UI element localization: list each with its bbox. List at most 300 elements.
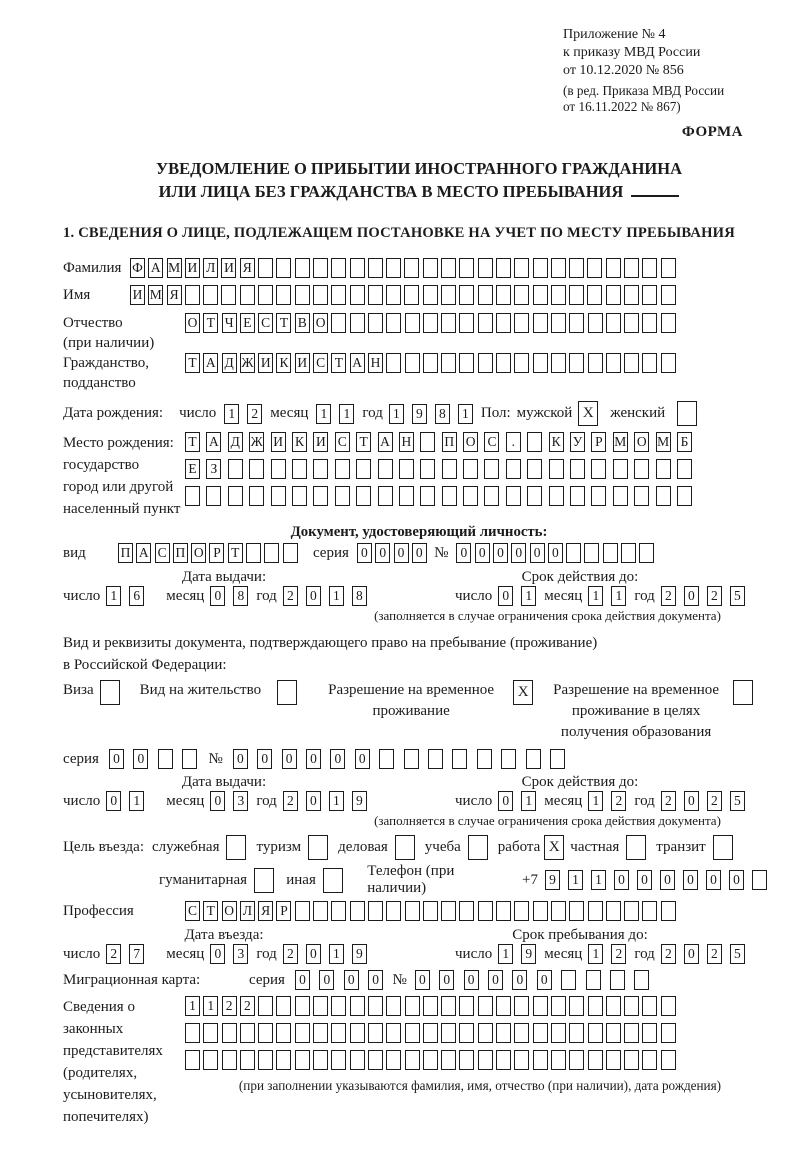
- purpose-work-checkbox[interactable]: X: [544, 835, 564, 860]
- char-cell[interactable]: [588, 1023, 603, 1043]
- char-cell[interactable]: [624, 353, 639, 373]
- char-cell[interactable]: И: [313, 432, 328, 452]
- char-cell[interactable]: И: [295, 353, 310, 373]
- char-cell[interactable]: [478, 1023, 493, 1043]
- char-cell[interactable]: 1: [329, 791, 344, 811]
- char-cell[interactable]: [591, 486, 606, 506]
- profession-cells[interactable]: [185, 901, 679, 921]
- char-cell[interactable]: [441, 353, 456, 373]
- char-cell[interactable]: [561, 970, 576, 990]
- char-cell[interactable]: [478, 353, 493, 373]
- char-cell[interactable]: .: [506, 432, 521, 452]
- char-cell[interactable]: [661, 901, 676, 921]
- char-cell[interactable]: 0: [282, 749, 297, 769]
- char-cell[interactable]: [459, 285, 474, 305]
- char-cell[interactable]: [441, 996, 456, 1016]
- char-cell[interactable]: О: [313, 313, 328, 333]
- char-cell[interactable]: [569, 1023, 584, 1043]
- char-cell[interactable]: [587, 258, 602, 278]
- citizenship-cells[interactable]: [185, 353, 679, 373]
- char-cell[interactable]: [368, 258, 383, 278]
- char-cell[interactable]: [331, 1023, 346, 1043]
- char-cell[interactable]: Е: [240, 313, 255, 333]
- char-cell[interactable]: [603, 543, 618, 563]
- char-cell[interactable]: [642, 285, 657, 305]
- char-cell[interactable]: 1: [458, 404, 473, 424]
- char-cell[interactable]: 1: [588, 944, 603, 964]
- char-cell[interactable]: 0: [233, 749, 248, 769]
- char-cell[interactable]: [478, 1050, 493, 1070]
- char-cell[interactable]: Ф: [130, 258, 145, 278]
- char-cell[interactable]: [405, 353, 420, 373]
- char-cell[interactable]: 1: [611, 586, 626, 606]
- char-cell[interactable]: [350, 258, 365, 278]
- char-cell[interactable]: [587, 285, 602, 305]
- char-cell[interactable]: [258, 258, 273, 278]
- char-cell[interactable]: И: [130, 285, 145, 305]
- char-cell[interactable]: Л: [240, 901, 255, 921]
- char-cell[interactable]: 2: [707, 944, 722, 964]
- char-cell[interactable]: [335, 486, 350, 506]
- entry-day-cells[interactable]: [106, 944, 152, 964]
- purpose-transit-checkbox[interactable]: [713, 835, 733, 860]
- char-cell[interactable]: [569, 1050, 584, 1070]
- char-cell[interactable]: [276, 285, 291, 305]
- char-cell[interactable]: [514, 996, 529, 1016]
- char-cell[interactable]: [423, 353, 438, 373]
- char-cell[interactable]: [420, 486, 435, 506]
- char-cell[interactable]: [606, 285, 621, 305]
- char-cell[interactable]: [661, 1050, 676, 1070]
- char-cell[interactable]: 0: [660, 870, 675, 890]
- char-cell[interactable]: [203, 1023, 218, 1043]
- char-cell[interactable]: [533, 258, 548, 278]
- char-cell[interactable]: [313, 996, 328, 1016]
- char-cell[interactable]: [185, 1050, 200, 1070]
- char-cell[interactable]: [514, 313, 529, 333]
- representatives-cells-row1[interactable]: [185, 996, 775, 1016]
- char-cell[interactable]: [283, 543, 298, 563]
- char-cell[interactable]: [570, 486, 585, 506]
- char-cell[interactable]: [405, 1050, 420, 1070]
- char-cell[interactable]: [295, 901, 310, 921]
- char-cell[interactable]: 0: [415, 970, 430, 990]
- doc-valid-day-cells[interactable]: [498, 586, 544, 606]
- char-cell[interactable]: Я: [258, 901, 273, 921]
- char-cell[interactable]: [569, 996, 584, 1016]
- char-cell[interactable]: Т: [228, 543, 243, 563]
- doc-issue-month-cells[interactable]: [210, 586, 256, 606]
- char-cell[interactable]: [386, 1023, 401, 1043]
- char-cell[interactable]: [331, 1050, 346, 1070]
- char-cell[interactable]: 2: [611, 791, 626, 811]
- char-cell[interactable]: М: [656, 432, 671, 452]
- char-cell[interactable]: [276, 1023, 291, 1043]
- char-cell[interactable]: 2: [283, 944, 298, 964]
- char-cell[interactable]: [514, 353, 529, 373]
- char-cell[interactable]: [203, 1050, 218, 1070]
- char-cell[interactable]: Т: [185, 432, 200, 452]
- char-cell[interactable]: [551, 1023, 566, 1043]
- char-cell[interactable]: П: [173, 543, 188, 563]
- char-cell[interactable]: [527, 459, 542, 479]
- char-cell[interactable]: К: [549, 432, 564, 452]
- char-cell[interactable]: [569, 285, 584, 305]
- char-cell[interactable]: [514, 1023, 529, 1043]
- char-cell[interactable]: [533, 285, 548, 305]
- char-cell[interactable]: [570, 459, 585, 479]
- char-cell[interactable]: Р: [591, 432, 606, 452]
- char-cell[interactable]: [276, 1050, 291, 1070]
- char-cell[interactable]: С: [155, 543, 170, 563]
- char-cell[interactable]: 5: [730, 944, 745, 964]
- char-cell[interactable]: [642, 1050, 657, 1070]
- char-cell[interactable]: 0: [394, 543, 409, 563]
- char-cell[interactable]: 0: [295, 970, 310, 990]
- char-cell[interactable]: [404, 258, 419, 278]
- char-cell[interactable]: И: [258, 353, 273, 373]
- char-cell[interactable]: [405, 1023, 420, 1043]
- char-cell[interactable]: [533, 1050, 548, 1070]
- entry-month-cells[interactable]: [210, 944, 256, 964]
- char-cell[interactable]: [634, 459, 649, 479]
- char-cell[interactable]: [496, 258, 511, 278]
- char-cell[interactable]: [551, 353, 566, 373]
- char-cell[interactable]: [442, 486, 457, 506]
- char-cell[interactable]: [639, 543, 654, 563]
- char-cell[interactable]: 0: [106, 791, 121, 811]
- char-cell[interactable]: [459, 313, 474, 333]
- char-cell[interactable]: 2: [661, 586, 676, 606]
- char-cell[interactable]: [295, 258, 310, 278]
- char-cell[interactable]: [514, 901, 529, 921]
- char-cell[interactable]: 2: [283, 791, 298, 811]
- char-cell[interactable]: А: [203, 353, 218, 373]
- char-cell[interactable]: [350, 996, 365, 1016]
- char-cell[interactable]: О: [634, 432, 649, 452]
- char-cell[interactable]: 1: [316, 404, 331, 424]
- res-valid-year-cells[interactable]: [661, 791, 753, 811]
- char-cell[interactable]: [606, 1023, 621, 1043]
- char-cell[interactable]: 8: [435, 404, 450, 424]
- char-cell[interactable]: [313, 258, 328, 278]
- char-cell[interactable]: 1: [129, 791, 144, 811]
- char-cell[interactable]: [496, 901, 511, 921]
- char-cell[interactable]: [613, 459, 628, 479]
- char-cell[interactable]: 0: [109, 749, 124, 769]
- char-cell[interactable]: [441, 1050, 456, 1070]
- stay-year-cells[interactable]: [661, 944, 753, 964]
- temp-residence-checkbox[interactable]: X: [513, 680, 533, 705]
- char-cell[interactable]: [258, 1050, 273, 1070]
- char-cell[interactable]: М: [167, 258, 182, 278]
- char-cell[interactable]: 9: [352, 791, 367, 811]
- char-cell[interactable]: [656, 486, 671, 506]
- char-cell[interactable]: [249, 459, 264, 479]
- visa-checkbox[interactable]: [100, 680, 120, 705]
- char-cell[interactable]: [569, 901, 584, 921]
- char-cell[interactable]: З: [206, 459, 221, 479]
- char-cell[interactable]: [331, 258, 346, 278]
- doc-valid-year-cells[interactable]: [661, 586, 753, 606]
- char-cell[interactable]: [569, 313, 584, 333]
- char-cell[interactable]: [423, 285, 438, 305]
- res-number-cells[interactable]: [233, 749, 574, 769]
- char-cell[interactable]: С: [258, 313, 273, 333]
- char-cell[interactable]: [313, 1023, 328, 1043]
- char-cell[interactable]: [423, 313, 438, 333]
- mc-number-cells[interactable]: [415, 970, 659, 990]
- char-cell[interactable]: [271, 459, 286, 479]
- char-cell[interactable]: [368, 901, 383, 921]
- char-cell[interactable]: 0: [257, 749, 272, 769]
- char-cell[interactable]: [661, 353, 676, 373]
- char-cell[interactable]: [661, 258, 676, 278]
- purpose-business-checkbox[interactable]: [395, 835, 415, 860]
- char-cell[interactable]: С: [335, 432, 350, 452]
- char-cell[interactable]: [423, 1023, 438, 1043]
- char-cell[interactable]: [405, 996, 420, 1016]
- char-cell[interactable]: [313, 901, 328, 921]
- char-cell[interactable]: [588, 996, 603, 1016]
- birth-year-cells[interactable]: [389, 404, 481, 424]
- char-cell[interactable]: [661, 313, 676, 333]
- purpose-study-checkbox[interactable]: [468, 835, 488, 860]
- char-cell[interactable]: 0: [684, 944, 699, 964]
- birth-place-cells-row1[interactable]: [185, 432, 698, 452]
- char-cell[interactable]: [549, 486, 564, 506]
- char-cell[interactable]: [661, 1023, 676, 1043]
- char-cell[interactable]: 0: [684, 791, 699, 811]
- char-cell[interactable]: 2: [247, 404, 262, 424]
- char-cell[interactable]: [514, 258, 529, 278]
- char-cell[interactable]: 0: [637, 870, 652, 890]
- char-cell[interactable]: [527, 432, 542, 452]
- char-cell[interactable]: 8: [233, 586, 248, 606]
- char-cell[interactable]: И: [271, 432, 286, 452]
- char-cell[interactable]: 9: [521, 944, 536, 964]
- char-cell[interactable]: [203, 285, 218, 305]
- char-cell[interactable]: А: [136, 543, 151, 563]
- char-cell[interactable]: [313, 459, 328, 479]
- representatives-cells-row2[interactable]: [185, 1023, 775, 1043]
- char-cell[interactable]: 0: [133, 749, 148, 769]
- char-cell[interactable]: Н: [399, 432, 414, 452]
- char-cell[interactable]: [295, 1050, 310, 1070]
- char-cell[interactable]: [276, 258, 291, 278]
- char-cell[interactable]: 2: [611, 944, 626, 964]
- res-issue-day-cells[interactable]: [106, 791, 152, 811]
- birth-month-cells[interactable]: [316, 404, 362, 424]
- char-cell[interactable]: [496, 285, 511, 305]
- char-cell[interactable]: [459, 901, 474, 921]
- char-cell[interactable]: [276, 996, 291, 1016]
- char-cell[interactable]: [386, 285, 401, 305]
- char-cell[interactable]: 3: [233, 944, 248, 964]
- char-cell[interactable]: [292, 486, 307, 506]
- char-cell[interactable]: [356, 459, 371, 479]
- char-cell[interactable]: 0: [530, 543, 545, 563]
- char-cell[interactable]: [441, 258, 456, 278]
- char-cell[interactable]: [459, 1023, 474, 1043]
- char-cell[interactable]: [506, 486, 521, 506]
- char-cell[interactable]: 0: [488, 970, 503, 990]
- birth-place-cells-row2[interactable]: [185, 459, 698, 479]
- char-cell[interactable]: 1: [568, 870, 583, 890]
- char-cell[interactable]: М: [613, 432, 628, 452]
- char-cell[interactable]: 0: [512, 970, 527, 990]
- char-cell[interactable]: 2: [707, 791, 722, 811]
- char-cell[interactable]: П: [118, 543, 133, 563]
- char-cell[interactable]: А: [148, 258, 163, 278]
- char-cell[interactable]: 5: [730, 586, 745, 606]
- char-cell[interactable]: [271, 486, 286, 506]
- char-cell[interactable]: 0: [683, 870, 698, 890]
- char-cell[interactable]: Ч: [222, 313, 237, 333]
- char-cell[interactable]: 0: [306, 791, 321, 811]
- char-cell[interactable]: Т: [331, 353, 346, 373]
- char-cell[interactable]: 0: [344, 970, 359, 990]
- char-cell[interactable]: [331, 996, 346, 1016]
- char-cell[interactable]: 0: [439, 970, 454, 990]
- char-cell[interactable]: [368, 1050, 383, 1070]
- char-cell[interactable]: 0: [456, 543, 471, 563]
- char-cell[interactable]: [441, 285, 456, 305]
- char-cell[interactable]: [258, 285, 273, 305]
- char-cell[interactable]: [551, 996, 566, 1016]
- char-cell[interactable]: [356, 486, 371, 506]
- char-cell[interactable]: О: [222, 901, 237, 921]
- char-cell[interactable]: [331, 901, 346, 921]
- char-cell[interactable]: [661, 285, 676, 305]
- char-cell[interactable]: [496, 996, 511, 1016]
- char-cell[interactable]: 0: [330, 749, 345, 769]
- char-cell[interactable]: [613, 486, 628, 506]
- char-cell[interactable]: [606, 1050, 621, 1070]
- doc-kind-cells[interactable]: [118, 543, 301, 563]
- char-cell[interactable]: 2: [661, 944, 676, 964]
- char-cell[interactable]: И: [221, 258, 236, 278]
- char-cell[interactable]: [624, 901, 639, 921]
- char-cell[interactable]: 1: [203, 996, 218, 1016]
- char-cell[interactable]: 0: [355, 749, 370, 769]
- char-cell[interactable]: [386, 258, 401, 278]
- res-issue-month-cells[interactable]: [210, 791, 256, 811]
- char-cell[interactable]: [591, 459, 606, 479]
- char-cell[interactable]: 2: [106, 944, 121, 964]
- char-cell[interactable]: 2: [222, 996, 237, 1016]
- char-cell[interactable]: О: [191, 543, 206, 563]
- char-cell[interactable]: [551, 313, 566, 333]
- char-cell[interactable]: Т: [203, 313, 218, 333]
- char-cell[interactable]: [240, 1023, 255, 1043]
- given-name-cells[interactable]: [130, 285, 679, 305]
- char-cell[interactable]: [378, 459, 393, 479]
- char-cell[interactable]: [642, 313, 657, 333]
- char-cell[interactable]: [501, 749, 516, 769]
- char-cell[interactable]: [428, 749, 443, 769]
- char-cell[interactable]: [478, 258, 493, 278]
- char-cell[interactable]: [566, 543, 581, 563]
- char-cell[interactable]: [442, 459, 457, 479]
- char-cell[interactable]: [551, 1050, 566, 1070]
- char-cell[interactable]: [642, 996, 657, 1016]
- char-cell[interactable]: [295, 1023, 310, 1043]
- char-cell[interactable]: 0: [475, 543, 490, 563]
- char-cell[interactable]: [642, 1023, 657, 1043]
- char-cell[interactable]: [677, 486, 692, 506]
- char-cell[interactable]: 9: [545, 870, 560, 890]
- char-cell[interactable]: [506, 459, 521, 479]
- char-cell[interactable]: Ж: [249, 432, 264, 452]
- char-cell[interactable]: 0: [498, 586, 513, 606]
- char-cell[interactable]: Т: [276, 313, 291, 333]
- char-cell[interactable]: 0: [684, 586, 699, 606]
- char-cell[interactable]: [379, 749, 394, 769]
- representatives-cells-row3[interactable]: [185, 1050, 775, 1070]
- char-cell[interactable]: 1: [329, 586, 344, 606]
- patronymic-cells[interactable]: [185, 313, 679, 333]
- char-cell[interactable]: 0: [319, 970, 334, 990]
- char-cell[interactable]: [477, 749, 492, 769]
- char-cell[interactable]: 0: [729, 870, 744, 890]
- char-cell[interactable]: [642, 901, 657, 921]
- char-cell[interactable]: [420, 432, 435, 452]
- char-cell[interactable]: [404, 749, 419, 769]
- char-cell[interactable]: [606, 996, 621, 1016]
- char-cell[interactable]: Л: [203, 258, 218, 278]
- char-cell[interactable]: [549, 459, 564, 479]
- char-cell[interactable]: [441, 313, 456, 333]
- char-cell[interactable]: [182, 749, 197, 769]
- char-cell[interactable]: [378, 486, 393, 506]
- char-cell[interactable]: С: [484, 432, 499, 452]
- char-cell[interactable]: [459, 996, 474, 1016]
- char-cell[interactable]: 0: [511, 543, 526, 563]
- char-cell[interactable]: 0: [375, 543, 390, 563]
- purpose-tourism-checkbox[interactable]: [308, 835, 328, 860]
- char-cell[interactable]: [386, 901, 401, 921]
- char-cell[interactable]: [569, 258, 584, 278]
- char-cell[interactable]: 0: [357, 543, 372, 563]
- char-cell[interactable]: [533, 1023, 548, 1043]
- char-cell[interactable]: [484, 486, 499, 506]
- char-cell[interactable]: Т: [203, 901, 218, 921]
- char-cell[interactable]: А: [206, 432, 221, 452]
- char-cell[interactable]: 1: [389, 404, 404, 424]
- char-cell[interactable]: [606, 353, 621, 373]
- char-cell[interactable]: [569, 353, 584, 373]
- char-cell[interactable]: С: [313, 353, 328, 373]
- char-cell[interactable]: [624, 258, 639, 278]
- char-cell[interactable]: Я: [167, 285, 182, 305]
- char-cell[interactable]: [514, 1050, 529, 1070]
- char-cell[interactable]: 1: [224, 404, 239, 424]
- char-cell[interactable]: 1: [339, 404, 354, 424]
- char-cell[interactable]: М: [148, 285, 163, 305]
- res-valid-month-cells[interactable]: [588, 791, 634, 811]
- char-cell[interactable]: 1: [329, 944, 344, 964]
- char-cell[interactable]: [368, 313, 383, 333]
- char-cell[interactable]: 2: [283, 586, 298, 606]
- char-cell[interactable]: [478, 996, 493, 1016]
- char-cell[interactable]: 0: [412, 543, 427, 563]
- char-cell[interactable]: [588, 353, 603, 373]
- surname-cells[interactable]: [130, 258, 679, 278]
- purpose-humanitarian-checkbox[interactable]: [254, 868, 274, 893]
- char-cell[interactable]: [386, 996, 401, 1016]
- char-cell[interactable]: У: [570, 432, 585, 452]
